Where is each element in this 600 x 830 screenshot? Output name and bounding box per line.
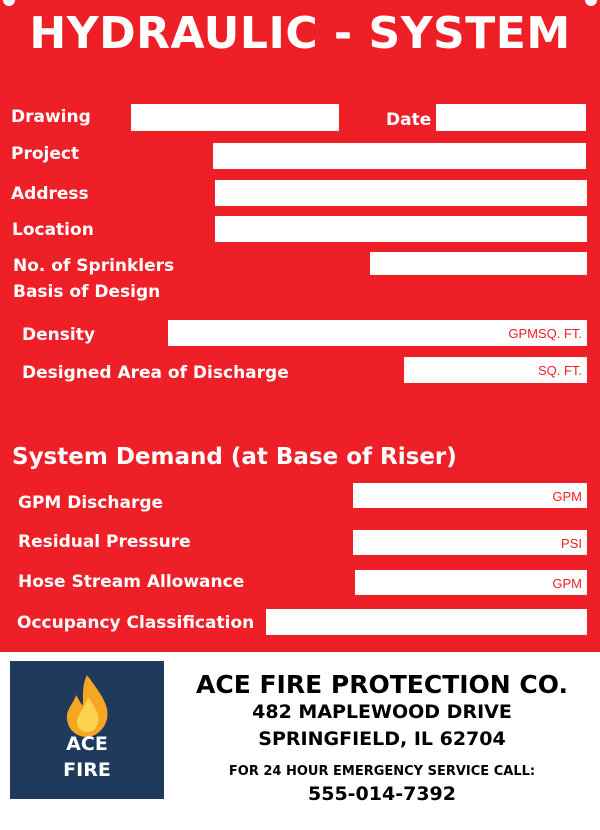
- hose-stream-field[interactable]: [355, 570, 587, 595]
- location-field[interactable]: [215, 216, 587, 242]
- residual-pressure-field[interactable]: [353, 530, 587, 555]
- system-demand-heading: System Demand (at Base of Riser): [12, 444, 457, 470]
- mounting-hole-left: [3, 0, 15, 6]
- company-name: ACE FIRE PROTECTION CO.: [196, 670, 568, 699]
- area-field[interactable]: [404, 357, 587, 383]
- project-label: Project: [11, 144, 80, 164]
- address-label: Address: [11, 184, 89, 204]
- date-field[interactable]: [436, 104, 586, 131]
- project-field[interactable]: [213, 143, 586, 169]
- location-label: Location: [12, 220, 94, 240]
- area-label: Designed Area of Discharge: [22, 363, 289, 383]
- occupancy-label: Occupancy Classification: [17, 613, 255, 633]
- gpm-unit: GPM: [552, 489, 582, 504]
- mounting-hole-right: [585, 0, 597, 6]
- logo-text-ace: ACE: [66, 733, 108, 755]
- sprinklers-label: No. of Sprinklers: [13, 256, 175, 276]
- hose-stream-label: Hose Stream Allowance: [18, 572, 245, 592]
- sign-title: HYDRAULIC - SYSTEM: [29, 8, 571, 59]
- emergency-text: FOR 24 HOUR EMERGENCY SERVICE CALL:: [228, 764, 536, 779]
- logo-text-fire: FIRE: [63, 759, 111, 781]
- drawing-field[interactable]: [131, 104, 339, 131]
- area-unit: SQ. FT.: [537, 363, 582, 378]
- date-label: Date: [386, 110, 432, 130]
- hose-gpm-unit: GPM: [552, 576, 582, 591]
- address-field[interactable]: [215, 180, 587, 206]
- sprinklers-field[interactable]: [370, 252, 587, 275]
- company-street: 482 MAPLEWOOD DRIVE: [252, 701, 512, 723]
- drawing-label: Drawing: [11, 107, 91, 127]
- gpm-discharge-field[interactable]: [353, 483, 587, 508]
- company-city: SPRINGFIELD, IL 62704: [258, 728, 506, 750]
- residual-pressure-label: Residual Pressure: [18, 532, 191, 552]
- density-label: Density: [22, 325, 95, 345]
- company-footer: [0, 652, 600, 830]
- occupancy-field[interactable]: [266, 609, 587, 635]
- density-unit: GPMSQ. FT.: [508, 326, 582, 341]
- psi-unit: PSI: [561, 536, 582, 551]
- density-field[interactable]: [168, 320, 587, 346]
- basis-label: Basis of Design: [13, 282, 161, 302]
- ace-fire-logo: [10, 661, 164, 799]
- gpm-discharge-label: GPM Discharge: [18, 493, 164, 513]
- emergency-phone: 555-014-7392: [308, 783, 456, 805]
